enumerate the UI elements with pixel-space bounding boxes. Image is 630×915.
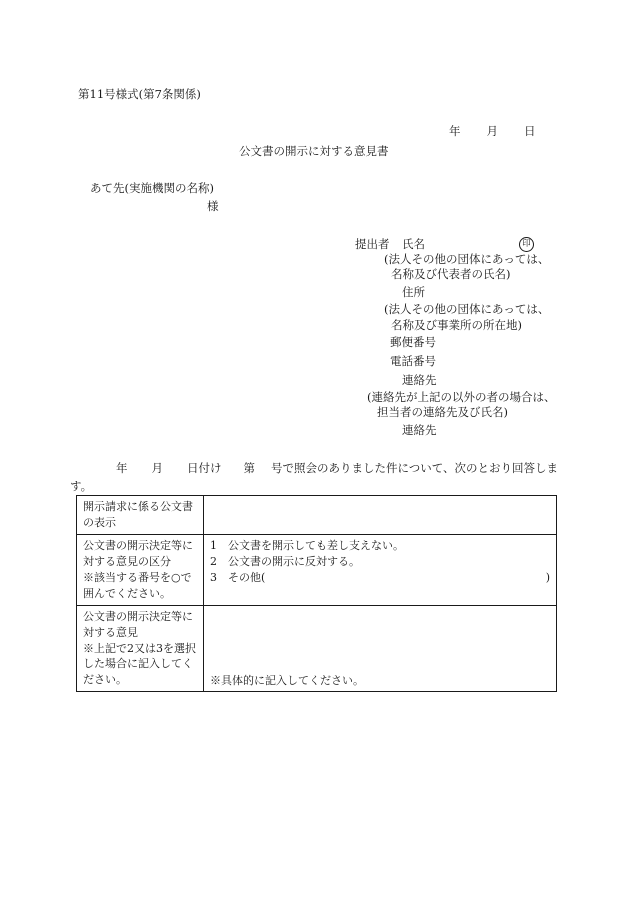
form-number: 第11号様式(第7条関係) xyxy=(78,87,201,101)
opinion-detail-instruction: ※上記で2又は3を選択した場合に記入してください。 xyxy=(83,641,196,687)
reply-text: 号で照会のありました件について、次のとおり回答します。 xyxy=(70,461,559,493)
opinion-category-options xyxy=(204,534,557,605)
date-day: 日 xyxy=(524,124,536,138)
contact-label-2: 連絡先 xyxy=(402,423,437,437)
opinion-category-instruction: ※該当する番号を○で囲んでください。 xyxy=(83,570,192,600)
address-label: 住所 xyxy=(402,285,425,299)
option-object[interactable]: 2 公文書の開示に反対する。 xyxy=(210,554,360,568)
request-document-label: 開示請求に係る公文書の表示 xyxy=(77,496,204,535)
opinion-detail-title: 公文書の開示決定等に対する意見 xyxy=(83,609,193,639)
corp-address-note-1: (法人その他の団体にあっては、 xyxy=(384,302,550,316)
addressee-honorific: 様 xyxy=(207,199,219,213)
table-row xyxy=(77,605,557,692)
contact-note-2: 担当者の連絡先及び氏名) xyxy=(377,405,508,419)
page-title: 公文書の開示に対する意見書 xyxy=(239,144,389,158)
contact-label: 連絡先 xyxy=(402,373,437,387)
contact-note-1: (連絡先が上記の以外の者の場合は、 xyxy=(367,390,556,404)
request-document-field[interactable] xyxy=(204,496,557,535)
reply-sentence xyxy=(70,460,560,496)
opinion-detail-label xyxy=(77,605,204,692)
name-label: 氏名 xyxy=(402,237,425,251)
submitter-label: 提出者 xyxy=(355,237,390,251)
phone-label: 電話番号 xyxy=(390,354,436,368)
opinion-category-title: 公文書の開示決定等に対する意見の区分 xyxy=(83,538,193,568)
opinion-category-label xyxy=(77,534,204,605)
option-other-label: 3 その他( xyxy=(210,570,266,584)
reply-dated: 日付け xyxy=(187,461,222,475)
addressee-label: あて先(実施機関の名称) xyxy=(90,181,214,195)
opinion-detail-note: ※具体的に記入してください。 xyxy=(210,674,364,688)
corp-name-note-1: (法人その他の団体にあっては、 xyxy=(384,252,550,266)
corp-address-note-2: 名称及び事業所の所在地) xyxy=(391,318,522,332)
table-row xyxy=(77,496,557,535)
option-other[interactable] xyxy=(210,570,550,586)
option-other-close: ) xyxy=(545,570,550,584)
option-no-objection[interactable]: 1 公文書を開示しても差し支えない。 xyxy=(210,538,404,552)
date-year: 年 xyxy=(449,124,461,138)
date-month: 月 xyxy=(486,124,498,138)
table-row xyxy=(77,534,557,605)
postal-code-label: 郵便番号 xyxy=(390,335,436,349)
date-line xyxy=(449,124,536,138)
seal-mark xyxy=(519,236,534,252)
reply-number-prefix: 第 xyxy=(243,461,255,475)
reply-year: 年 xyxy=(116,461,128,475)
seal-icon: 印 xyxy=(519,237,534,252)
reply-month: 月 xyxy=(151,461,163,475)
opinion-form-table xyxy=(76,495,557,692)
opinion-detail-field[interactable] xyxy=(204,605,557,692)
corp-name-note-2: 名称及び代表者の氏名) xyxy=(391,267,511,281)
